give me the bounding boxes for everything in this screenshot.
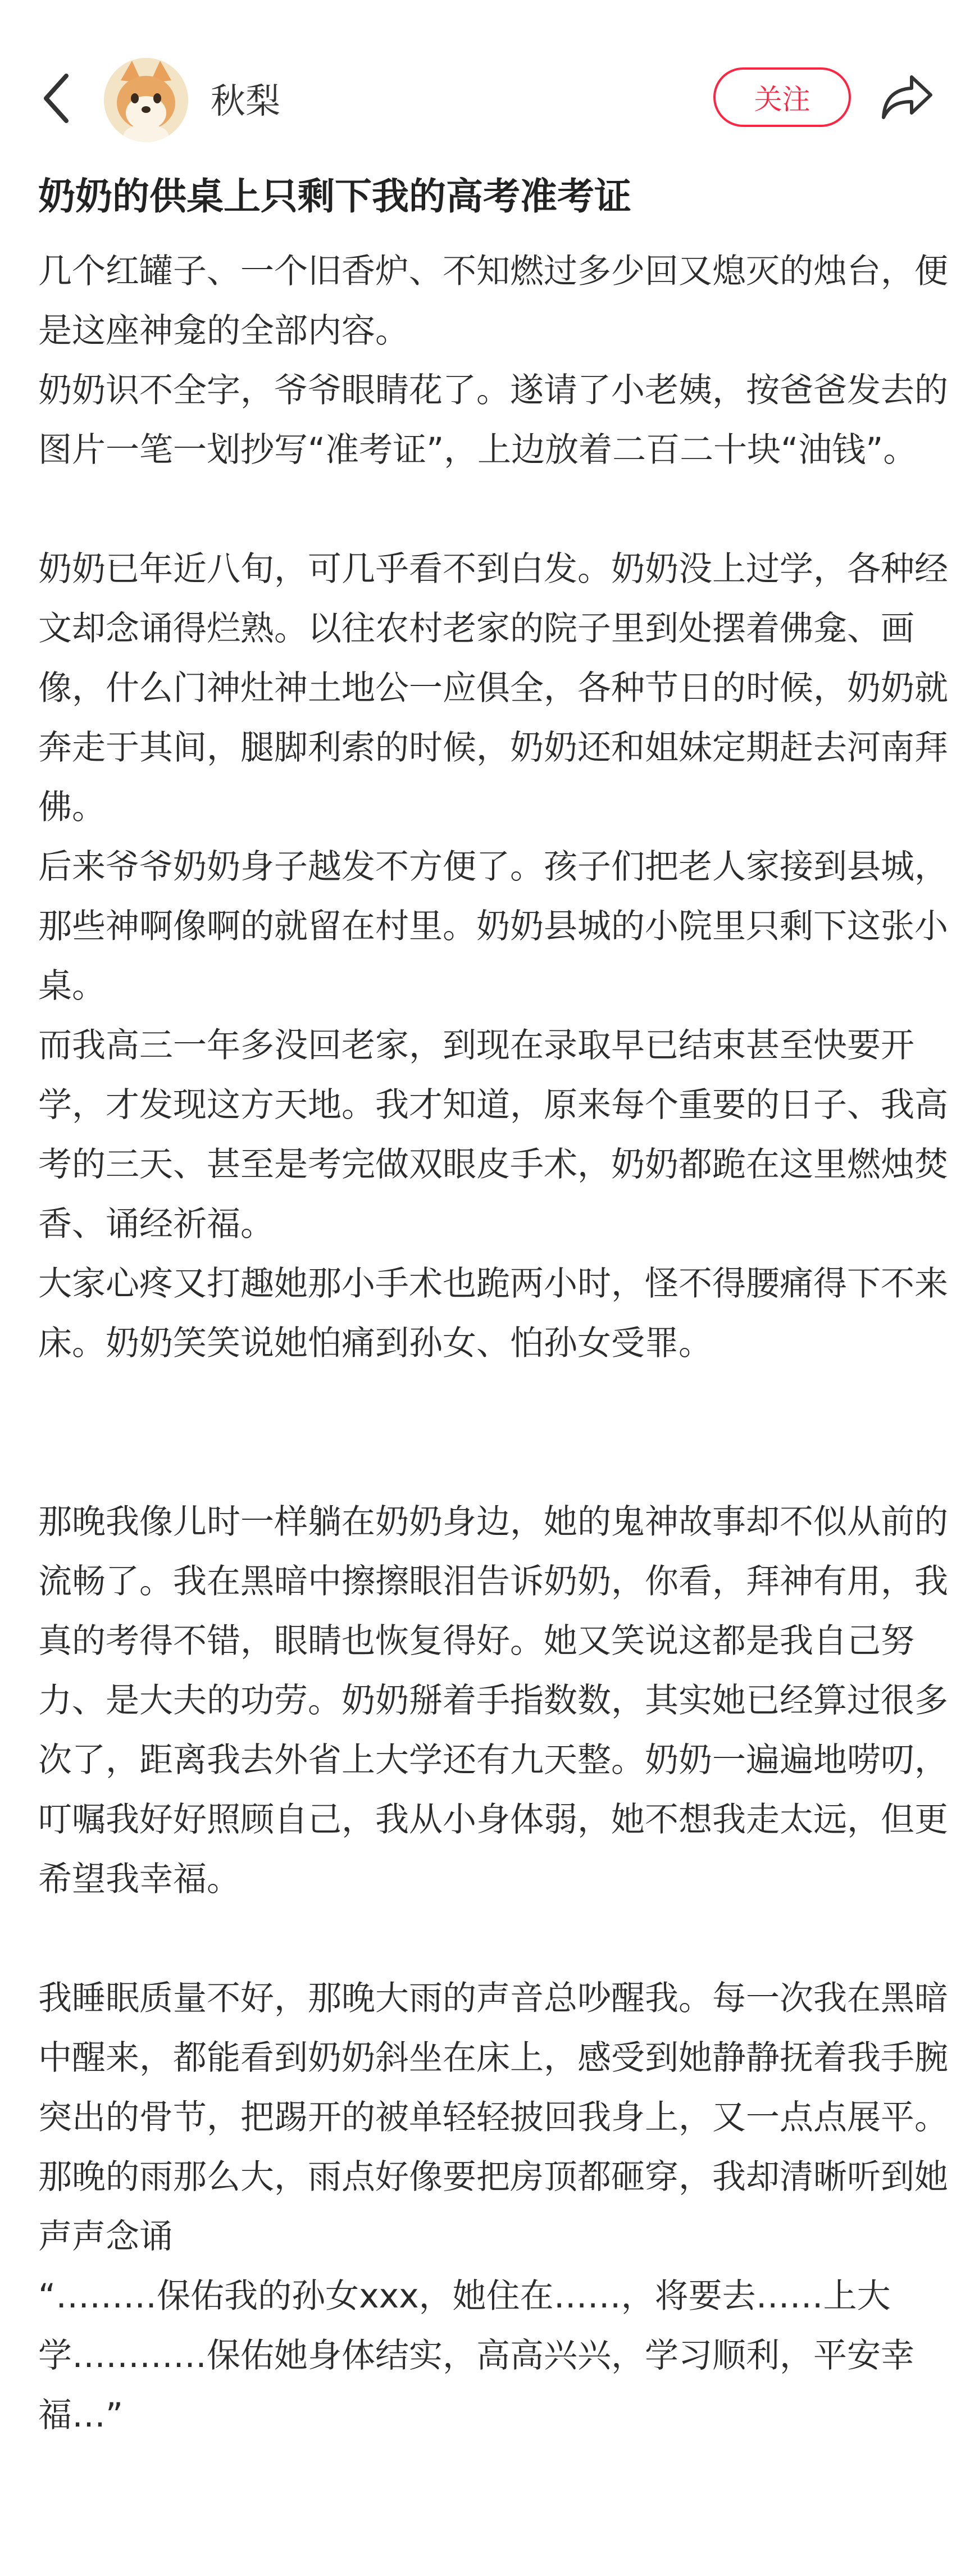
back-button[interactable] [31,67,81,129]
paragraph: 大家心疼又打趣她那小手术也跪两小时，怪不得腰痛得下不来床。奶奶笑笑说她怕痛到孙女、怕孙女受罪。 [38,1264,948,1363]
note-body [38,242,948,2445]
note-header [0,0,979,185]
paragraph: 几个红罐子、一个旧香炉、不知燃过多少回又熄灭的烛台，便是这座神龛的全部内容。 [38,252,948,351]
note-title: 奶奶的供桌上只剩下我的高考准考证 [38,175,631,218]
paragraph: 我睡眠质量不好，那晚大雨的声音总吵醒我。每一次我在黑暗中醒来，都能看到奶奶斜坐在床上，感受到她静静抚着我手腕突出的骨节，把踢开的被单轻轻披回我身上，又一点点展平。 [38,1979,948,2137]
paragraph-spacer [38,480,948,539]
avatar[interactable] [104,58,188,142]
paragraph: 那晚的雨那么大，雨点好像要把房顶都砸穿，我却清晰听到她声声念诵 [38,2157,948,2256]
paragraph: 奶奶识不全字，爷爷眼睛花了。遂请了小老姨，按爸爸发去的图片一笔一划抄写“准考证”，上边放着二百二十块“油钱”。 [38,371,948,470]
author-name[interactable]: 秋梨 [211,80,281,121]
paragraph: “………保佑我的孙女xxx，她住在……，将要去……上大学…………保佑她身体结实，高高兴兴，学习顺利，平安幸福…” [38,2277,914,2435]
paragraph: 后来爷爷奶奶身子越发不方便了。孩子们把老人家接到县城，那些神啊像啊的就留在村里。奶奶县城的小院里只剩下这张小桌。 [38,847,948,1006]
paragraph: 奶奶已年近八旬，可几乎看不到白发。奶奶没上过学，各种经文却念诵得烂熟。以往农村老家的院子里到处摆着佛龛、画像，什么门神灶神土地公一应俱全，各种节日的时候，奶奶就奔走于其间，腿脚利索的时候，奶奶还和姐妹定期赶去河南拜佛。 [38,549,948,827]
paragraph-spacer [38,1909,948,1969]
share-arrow-icon [880,74,934,121]
paragraph: 而我高三一年多没回老家，到现在录取早已结束甚至快要开学，才发现这方天地。我才知道，原来每个重要的日子、我高考的三天、甚至是考完做双眼皮手术，奶奶都跪在这里燃烛焚香、诵经祈福。 [38,1026,948,1244]
shiba-dog-avatar-icon [104,58,188,142]
follow-button[interactable]: 关注 [713,67,851,127]
paragraph-spacer [38,1373,948,1492]
back-chevron-icon [39,70,73,126]
share-button[interactable] [876,66,938,128]
paragraph: 那晚我像儿时一样躺在奶奶身边，她的鬼神故事却不似从前的流畅了。我在黑暗中擦擦眼泪告诉奶奶，你看，拜神有用，我真的考得不错，眼睛也恢复得好。她又笑说这都是我自己努力、是大夫的功劳。奶奶掰着手指数数，其实她已经算过很多次了，距离我去外省上大学还有九天整。奶奶一遍遍地唠叨，叮嘱我好好照顾自己，我从小身体弱，她不想我走太远，但更希望我幸福。 [38,1502,948,1899]
